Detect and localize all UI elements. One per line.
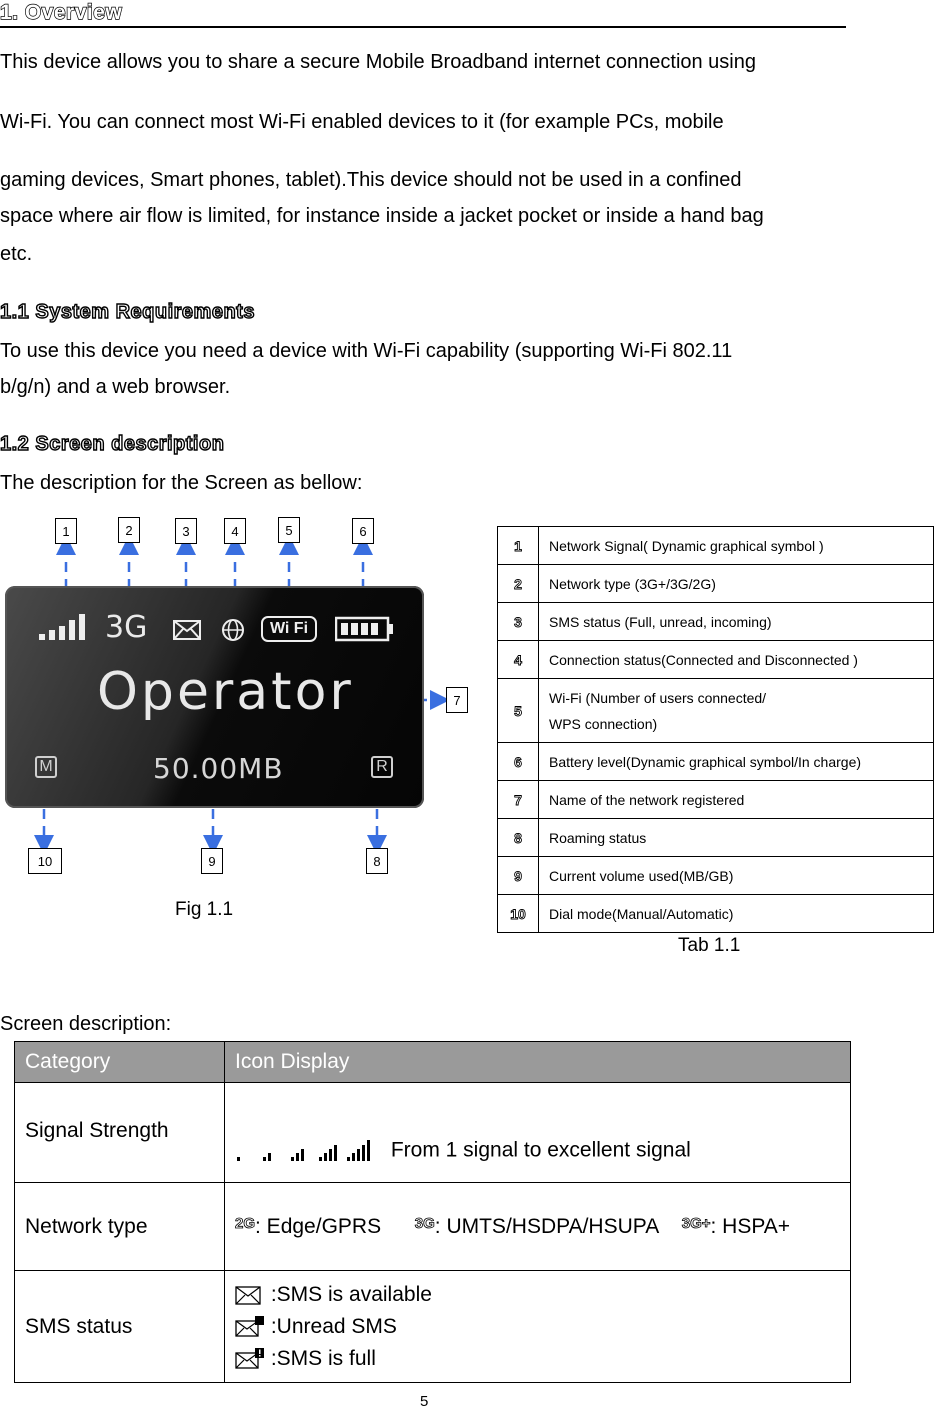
envelope-unread-icon: [235, 1316, 265, 1338]
signal-levels-icon: [235, 1138, 385, 1162]
battery-icon: [335, 616, 395, 642]
category-sms: SMS status: [15, 1271, 225, 1383]
callout-4: 4: [224, 518, 246, 544]
intro-line-2: Wi-Fi. You can connect most Wi-Fi enabled devices to it (for example PCs, mobile: [0, 111, 724, 133]
table-caption: Tab 1.1: [678, 935, 741, 956]
sys-req-line-2: b/g/n) and a web browser.: [0, 376, 231, 398]
callout-5: 5: [278, 517, 300, 543]
desc-label: Screen description:: [0, 1013, 172, 1035]
intro-line-4: space where air flow is limited, for instance inside a jacket pocket or inside a hand bag: [0, 205, 764, 227]
sms-unread-text: :Unread SMS: [270, 1314, 397, 1338]
row-number: 2: [498, 565, 539, 603]
table-row: [498, 819, 934, 857]
row-text: Connection status(Connected and Disconnected ): [539, 641, 934, 679]
row-text: Name of the network registered: [539, 781, 934, 819]
table-row: [15, 1271, 851, 1383]
header-category: Category: [15, 1042, 225, 1083]
signal-icon: [39, 614, 91, 640]
table-row: [498, 895, 934, 933]
callout-7: 7: [446, 687, 468, 713]
callout-1: 1: [55, 518, 77, 544]
row-text: SMS status (Full, unread, incoming): [539, 603, 934, 641]
table-row: [498, 641, 934, 679]
operator-name: Operator: [97, 662, 354, 722]
3g-plus-icon: 3G+: [681, 1214, 711, 1232]
callout-3: 3: [175, 518, 197, 544]
roaming-icon: R: [371, 756, 393, 778]
row-number: 9: [498, 857, 539, 895]
3g-icon: 3G: [414, 1214, 435, 1232]
screen-description-table: [14, 1041, 851, 1383]
row-text: Battery level(Dynamic graphical symbol/In charge): [539, 743, 934, 781]
row-number: 5: [498, 679, 539, 743]
row-number: 10: [498, 895, 539, 933]
row-number: 1: [498, 527, 539, 565]
network-display: [225, 1183, 851, 1271]
globe-icon: [221, 618, 245, 642]
sms-icon: [173, 620, 201, 640]
row-text-line-2: WPS connection): [549, 715, 658, 732]
screen-desc-line: The description for the Screen as bellow:: [0, 472, 363, 494]
network-3g-text: : UMTS/HSDPA/HSUPA: [434, 1214, 659, 1238]
signal-display: [225, 1083, 851, 1183]
volume-used: 50.00MB: [153, 752, 284, 785]
sms-available-text: :SMS is available: [270, 1282, 432, 1306]
sys-req-heading: 1.1 System Requirements: [0, 301, 255, 323]
table-header-row: [15, 1042, 851, 1083]
network-type-label: 3G: [105, 610, 148, 645]
envelope-icon: [235, 1284, 265, 1306]
table-row: [15, 1083, 851, 1183]
category-signal: Signal Strength: [15, 1083, 225, 1183]
table-row: [498, 743, 934, 781]
legend-table: [497, 526, 934, 933]
intro-line-3: gaming devices, Smart phones, tablet).This device should not be used in a confined: [0, 169, 742, 191]
sms-full-text: :SMS is full: [270, 1346, 376, 1370]
row-text: [539, 679, 934, 743]
row-number: 8: [498, 819, 539, 857]
device-screen: [5, 586, 424, 808]
row-text: Current volume used(MB/GB): [539, 857, 934, 895]
intro-line-5: etc.: [0, 243, 33, 265]
network-3gplus-text: : HSPA+: [710, 1214, 791, 1238]
2g-icon: 2G: [235, 1214, 256, 1232]
sms-display: [225, 1271, 851, 1383]
row-number: 4: [498, 641, 539, 679]
screen-desc-heading: 1.2 Screen description: [0, 433, 225, 455]
sys-req-line-1: To use this device you need a device with Wi-Fi capability (supporting Wi-Fi 802.11: [0, 340, 733, 362]
sms-available-row: [235, 1279, 840, 1311]
row-number: 6: [498, 743, 539, 781]
table-row: [498, 679, 934, 743]
table-row: [498, 527, 934, 565]
table-row: [498, 603, 934, 641]
callout-9: 9: [201, 848, 223, 874]
network-2g-text: : Edge/GPRS: [255, 1214, 382, 1238]
callout-6: 6: [352, 518, 374, 544]
row-text: Network Signal( Dynamic graphical symbol ): [539, 527, 934, 565]
sms-unread-row: [235, 1311, 840, 1343]
signal-description: From 1 signal to excellent signal: [390, 1138, 691, 1161]
row-number: 3: [498, 603, 539, 641]
table-row: [498, 781, 934, 819]
table-row: [15, 1183, 851, 1271]
envelope-full-icon: [235, 1348, 265, 1370]
row-text-line-1: Wi-Fi (Number of users connected/: [549, 689, 767, 706]
callout-10: 10: [28, 848, 62, 874]
page-heading: 1. Overview: [0, 0, 846, 28]
callout-2: 2: [118, 517, 140, 543]
wifi-icon: Wi Fi: [261, 616, 317, 642]
intro-line-1: This device allows you to share a secure Mobile Broadband internet connection using: [0, 51, 756, 73]
row-text: Dial mode(Manual/Automatic): [539, 895, 934, 933]
page-number: 5: [420, 1393, 429, 1410]
figure-caption: Fig 1.1: [175, 899, 234, 920]
table-row: [498, 565, 934, 603]
header-icon-display: Icon Display: [225, 1042, 851, 1083]
sms-full-row: [235, 1343, 840, 1375]
callout-8: 8: [366, 848, 388, 874]
category-network: Network type: [15, 1183, 225, 1271]
table-row: [498, 857, 934, 895]
row-text: Network type (3G+/3G/2G): [539, 565, 934, 603]
row-number: 7: [498, 781, 539, 819]
row-text: Roaming status: [539, 819, 934, 857]
dial-mode-icon: M: [35, 756, 57, 778]
